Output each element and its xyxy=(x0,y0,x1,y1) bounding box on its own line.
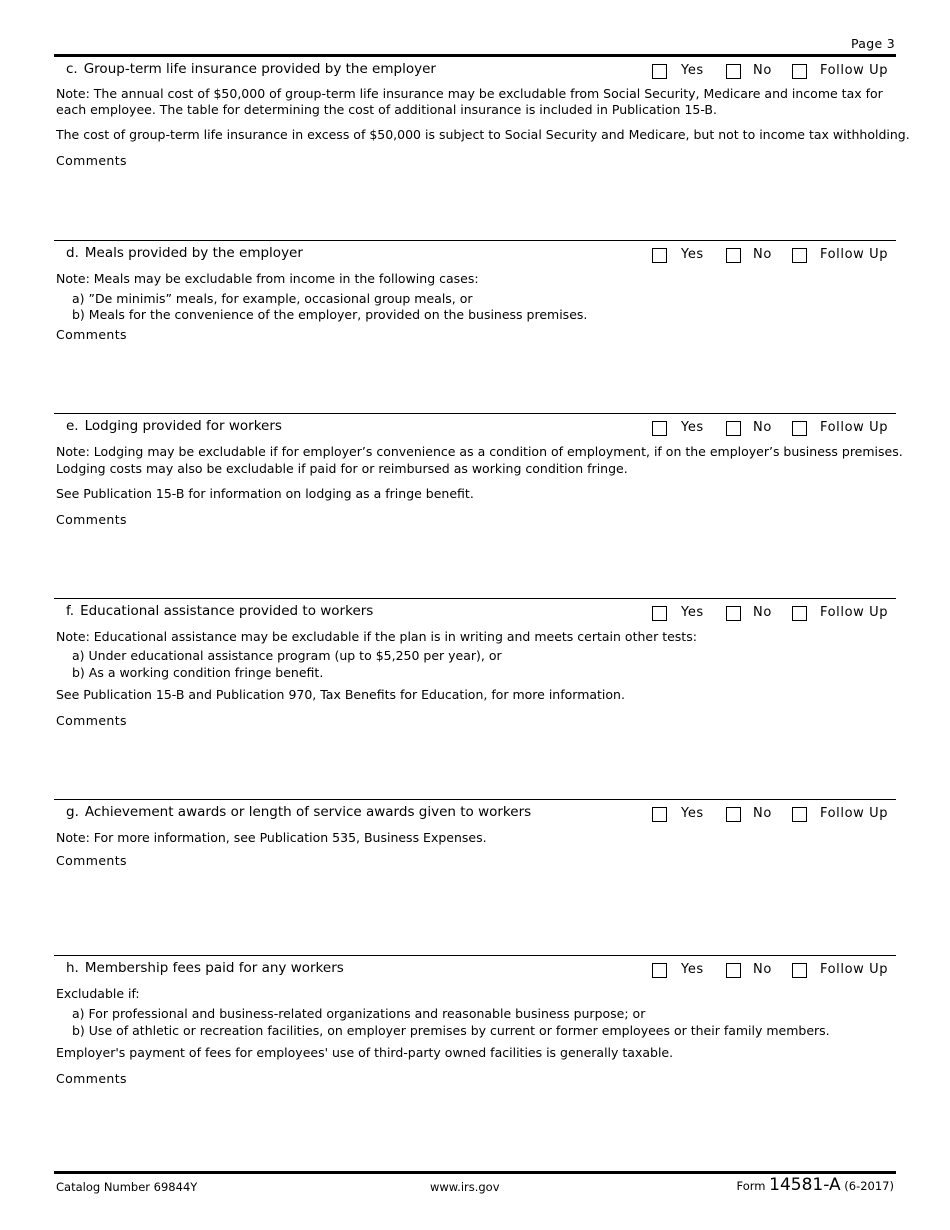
comments-label: Comments xyxy=(56,713,127,728)
follow-up-label: Follow Up xyxy=(820,605,889,620)
note-line: See Publication 15-B for information on lodging as a fringe benefit. xyxy=(56,486,474,501)
follow-up-checkbox[interactable] xyxy=(792,606,807,621)
follow-up-label: Follow Up xyxy=(820,63,889,78)
section-g xyxy=(54,799,896,868)
section-title xyxy=(66,960,344,976)
section-title-text: Achievement awards or length of service awards given to workers xyxy=(84,804,532,820)
footer-rule xyxy=(54,1171,896,1174)
no-label: No xyxy=(753,420,772,435)
yes-label: Yes xyxy=(681,420,704,435)
follow-up-checkbox[interactable] xyxy=(792,807,807,822)
section-letter: f. xyxy=(66,603,75,619)
page-number: Page 3 xyxy=(851,36,895,51)
yes-checkbox[interactable] xyxy=(652,606,667,621)
response-checkboxes xyxy=(652,247,896,265)
yes-checkbox[interactable] xyxy=(652,421,667,436)
form-identifier xyxy=(737,1175,895,1195)
note-list-item: b) As a working condition fringe benefit. xyxy=(72,665,324,680)
follow-up-checkbox[interactable] xyxy=(792,248,807,263)
section-letter: d. xyxy=(66,245,79,261)
yes-checkbox[interactable] xyxy=(652,64,667,79)
follow-up-checkbox[interactable] xyxy=(792,421,807,436)
note-line: each employee. The table for determining the cost of additional insurance is included in Publication 15-B. xyxy=(56,102,717,117)
section-e xyxy=(54,413,903,527)
follow-up-label: Follow Up xyxy=(820,962,889,977)
yes-label: Yes xyxy=(681,247,704,262)
no-label: No xyxy=(753,247,772,262)
section-d xyxy=(54,240,896,342)
note-line: Note: The annual cost of $50,000 of group-term life insurance may be excludable from Social Security, Medicare and income tax for xyxy=(56,86,883,101)
form-prefix: Form xyxy=(736,1179,766,1193)
follow-up-label: Follow Up xyxy=(820,247,889,262)
section-h xyxy=(54,955,896,1086)
section-title xyxy=(66,245,303,261)
section-title-text: Membership fees paid for any workers xyxy=(84,960,344,976)
yes-label: Yes xyxy=(681,962,704,977)
no-checkbox[interactable] xyxy=(726,606,741,621)
note-line: Excludable if: xyxy=(56,986,140,1001)
response-checkboxes xyxy=(652,806,896,824)
note-list-item: a) For professional and business-related organizations and reasonable business purpose; or xyxy=(72,1006,646,1021)
note-line: Note: Lodging may be excludable if for employer’s convenience as a condition of employment, if on the employer’s business premises. xyxy=(56,444,903,459)
no-checkbox[interactable] xyxy=(726,421,741,436)
yes-label: Yes xyxy=(681,806,704,821)
follow-up-checkbox[interactable] xyxy=(792,963,807,978)
no-checkbox[interactable] xyxy=(726,248,741,263)
comments-label: Comments xyxy=(56,153,127,168)
note-line: Lodging costs may also be excludable if paid for or reimbursed as working condition fringe. xyxy=(56,461,628,476)
section-title xyxy=(66,804,531,820)
no-label: No xyxy=(753,962,772,977)
response-checkboxes xyxy=(652,605,896,623)
note-line: Employer's payment of fees for employees' use of third-party owned facilities is generally taxable. xyxy=(56,1045,674,1060)
form-date: (6-2017) xyxy=(844,1179,894,1193)
section-title-text: Meals provided by the employer xyxy=(84,245,303,261)
note-line: The cost of group-term life insurance in excess of $50,000 is subject to Social Security and Medicare, but not to income tax withholding. xyxy=(56,127,910,142)
follow-up-checkbox[interactable] xyxy=(792,64,807,79)
section-c xyxy=(54,57,910,168)
note-line: See Publication 15-B and Publication 970, Tax Benefits for Education, for more information. xyxy=(56,687,625,702)
website-link[interactable]: www.irs.gov xyxy=(430,1180,500,1194)
yes-checkbox[interactable] xyxy=(652,248,667,263)
no-checkbox[interactable] xyxy=(726,963,741,978)
yes-checkbox[interactable] xyxy=(652,963,667,978)
note-list-item: b) Use of athletic or recreation facilities, on employer premises by current or former employees or their family members. xyxy=(72,1023,830,1038)
note-list-item: a) Under educational assistance program (up to $5,250 per year), or xyxy=(72,648,502,663)
no-label: No xyxy=(753,63,772,78)
note-line: Note: For more information, see Publication 535, Business Expenses. xyxy=(56,830,487,845)
section-letter: h. xyxy=(66,960,79,976)
follow-up-label: Follow Up xyxy=(820,420,889,435)
note-list-item: b) Meals for the convenience of the employer, provided on the business premises. xyxy=(72,307,588,322)
comments-label: Comments xyxy=(56,853,127,868)
note-list-item: a) ”De minimis” meals, for example, occasional group meals, or xyxy=(72,291,473,306)
note-line: Note: Educational assistance may be excludable if the plan is in writing and meets certain other tests: xyxy=(56,629,697,644)
section-title xyxy=(66,603,373,619)
section-title-text: Educational assistance provided to workers xyxy=(80,603,374,619)
section-f xyxy=(54,598,896,728)
no-checkbox[interactable] xyxy=(726,64,741,79)
yes-label: Yes xyxy=(681,605,704,620)
yes-checkbox[interactable] xyxy=(652,807,667,822)
no-checkbox[interactable] xyxy=(726,807,741,822)
section-letter: c. xyxy=(66,61,78,77)
yes-label: Yes xyxy=(681,63,704,78)
section-title xyxy=(66,418,282,434)
section-letter: e. xyxy=(66,418,79,434)
section-title-text: Lodging provided for workers xyxy=(84,418,282,434)
comments-label: Comments xyxy=(56,1071,127,1086)
section-title-text: Group-term life insurance provided by the employer xyxy=(83,61,436,77)
response-checkboxes xyxy=(652,63,896,81)
no-label: No xyxy=(753,806,772,821)
comments-label: Comments xyxy=(56,512,127,527)
follow-up-label: Follow Up xyxy=(820,806,889,821)
response-checkboxes xyxy=(652,962,896,980)
section-letter: g. xyxy=(66,804,79,820)
no-label: No xyxy=(753,605,772,620)
catalog-number: Catalog Number 69844Y xyxy=(56,1180,198,1194)
section-title xyxy=(66,61,436,77)
note-line: Note: Meals may be excludable from income in the following cases: xyxy=(56,271,479,286)
response-checkboxes xyxy=(652,420,896,438)
comments-label: Comments xyxy=(56,327,127,342)
form-number: 14581-A xyxy=(769,1175,841,1195)
